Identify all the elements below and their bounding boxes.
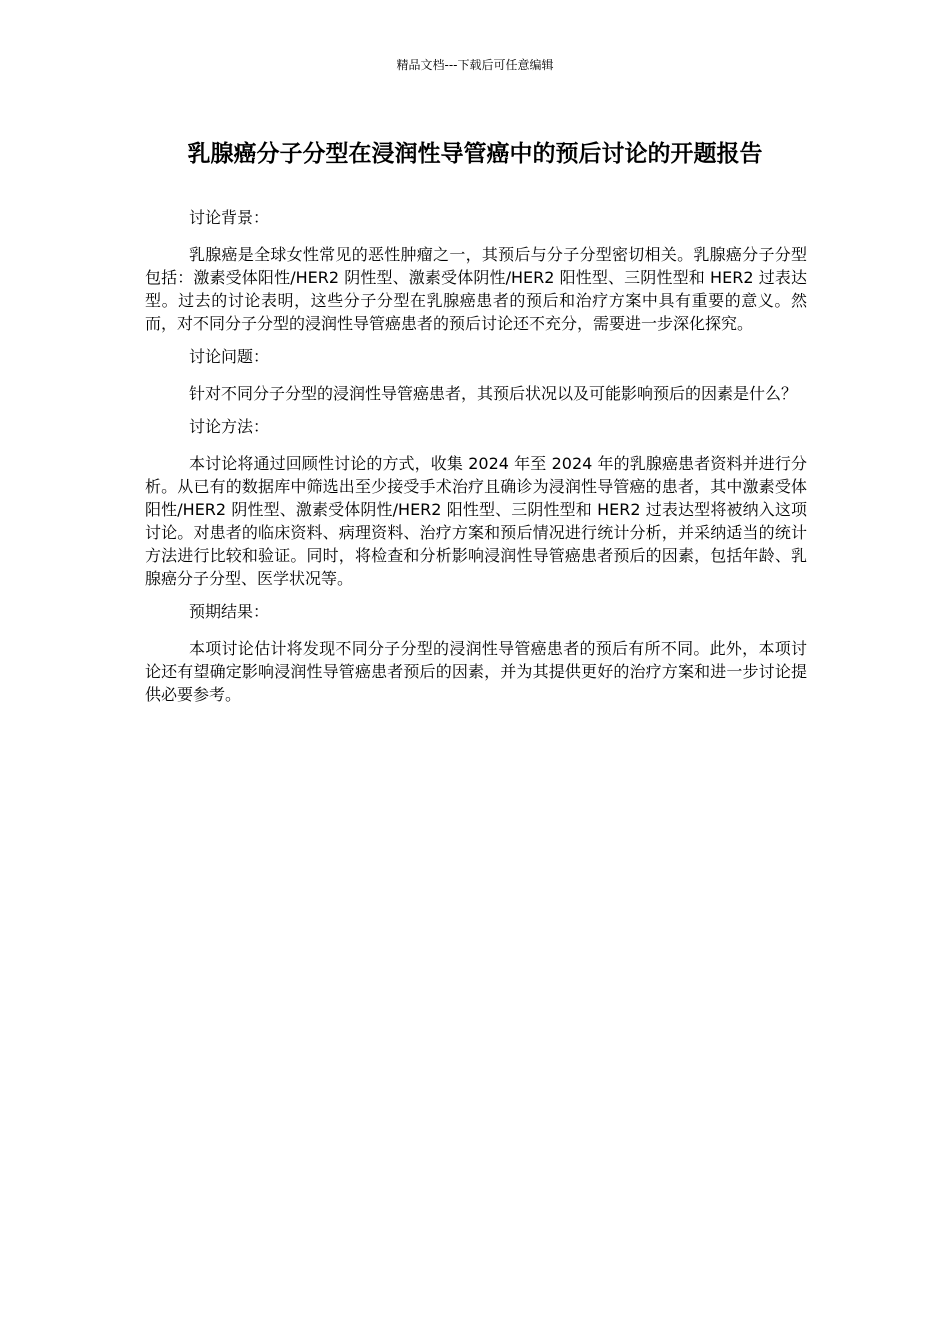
document-title: 乳腺癌分子分型在浸润性导管癌中的预后讨论的开题报告 bbox=[187, 141, 763, 167]
section-body-question: 针对不同分子分型的浸润性导管癌患者，其预后状况以及可能影响预后的因素是什么？ bbox=[189, 384, 798, 403]
section-body-expected-results: 本项讨论估计将发现不同分子分型的浸润性导管癌患者的预后有所不同。此外，本项讨论还有望确定影响浸润性导管癌患者预后的因素，并为其提供更好的治疗方案和进一步讨论提供必要参考。 bbox=[145, 639, 807, 704]
section-heading-expected-results: 预期结果： bbox=[189, 602, 270, 621]
section-heading-method: 讨论方法： bbox=[189, 417, 270, 436]
section-body-method: 本讨论将通过回顾性讨论的方式，收集 2024 年至 2024 年的乳腺癌患者资料并进行分析。从已有的数据库中筛选出至少接受手术治疗且确诊为浸润性导管癌的患者，其中激素受体阳性/HER2 阴性型、激素受体阴性/HER2 阳性型、三阴性型和 HER2 过表达型将被纳入这项讨论。对患者的临床资料、病理资料、治疗方案和预后情况进行统计分析，并采纳适当的统计方法进行比较和验证。同时，将检查和分析影响浸润性导管癌患者预后的因素，包括年龄、乳腺癌分子分型、医学状况等。 bbox=[145, 454, 807, 588]
section-heading-question: 讨论问题： bbox=[189, 347, 270, 366]
page-header: 精品文档---下载后可任意编辑 bbox=[396, 58, 554, 72]
section-body-background: 乳腺癌是全球女性常见的恶性肿瘤之一，其预后与分子分型密切相关。乳腺癌分子分型包括：激素受体阳性/HER2 阴性型、激素受体阴性/HER2 阳性型、三阴性型和 HER2 过表达型。过去的讨论表明，这些分子分型在乳腺癌患者的预后和治疗方案中具有重要的意义。然而，对不同分子分型的浸润性导管癌患者的预后讨论还不充分，需要进一步深化探究。 bbox=[145, 245, 807, 333]
section-heading-background: 讨论背景： bbox=[189, 208, 270, 227]
document-body bbox=[145, 206, 807, 716]
